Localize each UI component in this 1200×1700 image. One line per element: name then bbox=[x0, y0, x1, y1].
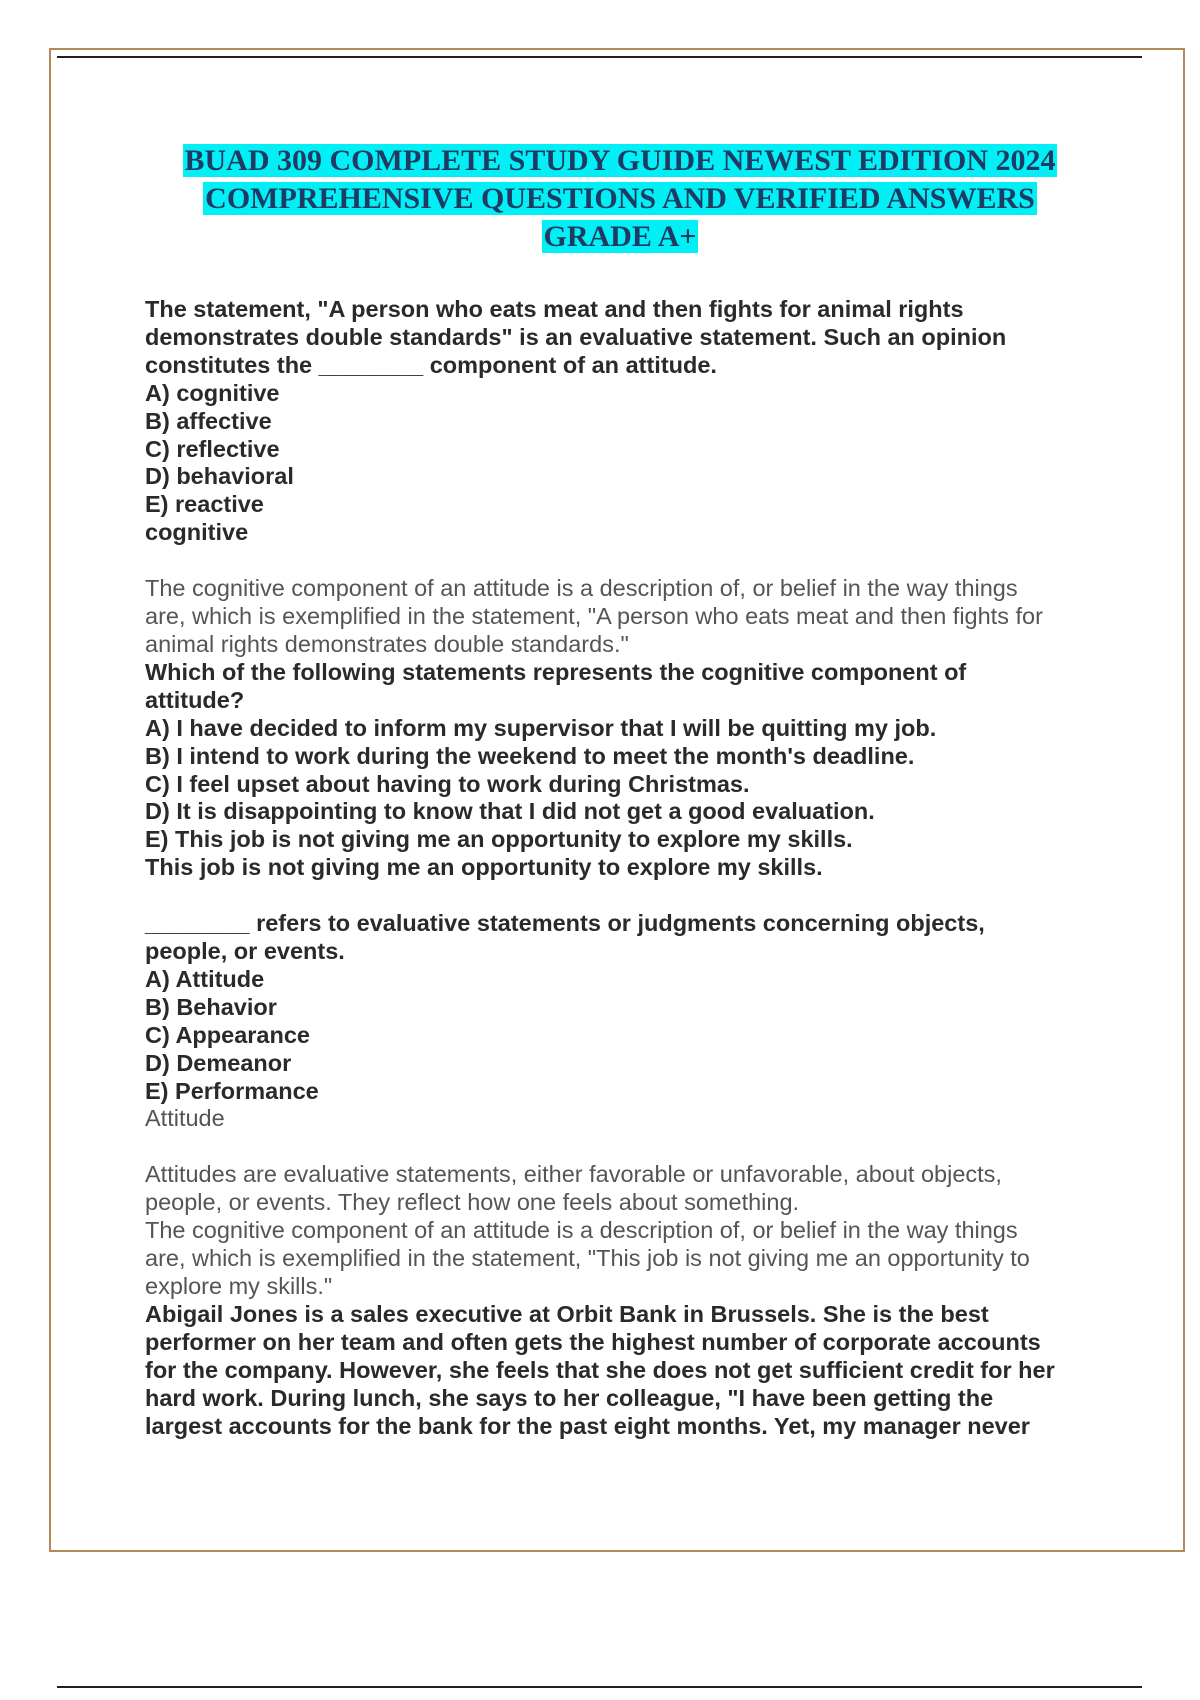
top-divider bbox=[57, 56, 1142, 58]
q1-option-a: A) cognitive bbox=[145, 379, 280, 406]
q1-option-b: B) affective bbox=[145, 407, 272, 434]
document-body bbox=[145, 296, 1105, 1440]
q1-option-c: C) reflective bbox=[145, 435, 280, 462]
q2-stem-line: Which of the following statements represents the cognitive component of bbox=[145, 658, 967, 685]
q3-stem-line: people, or events. bbox=[145, 938, 345, 965]
title-line-2: COMPREHENSIVE QUESTIONS AND VERIFIED ANSWERS bbox=[205, 182, 1035, 215]
q1-explanation bbox=[145, 575, 1105, 659]
document-title bbox=[100, 142, 1140, 256]
q4-stem-line: Abigail Jones is a sales executive at Orbit Bank in Brussels. She is the best bbox=[145, 1300, 989, 1327]
spacer bbox=[145, 1133, 1105, 1161]
q3-explanation-line: are, which is exemplified in the statement, "This job is not giving me an opportunity to bbox=[145, 1245, 1030, 1272]
question-3 bbox=[145, 910, 1105, 1133]
q4-stem-line: performer on her team and often gets the highest number of corporate accounts bbox=[145, 1328, 1041, 1355]
q1-option-d: D) behavioral bbox=[145, 463, 294, 490]
question-2 bbox=[145, 659, 1105, 882]
q1-explanation-line: animal rights demonstrates double standards." bbox=[145, 630, 629, 657]
q3-explanation-line: Attitudes are evaluative statements, either favorable or unfavorable, about objects, bbox=[145, 1161, 1002, 1188]
q1-stem-line: constitutes the ________ component of an attitude. bbox=[145, 351, 717, 378]
spacer bbox=[145, 882, 1105, 910]
q4-stem-line: for the company. However, she feels that she does not get sufficient credit for her bbox=[145, 1356, 1055, 1383]
bottom-divider bbox=[57, 1686, 1142, 1688]
q3-stem-line: ________ refers to evaluative statements or judgments concerning objects, bbox=[145, 910, 985, 937]
q3-explanation-line: The cognitive component of an attitude is a description of, or belief in the way things bbox=[145, 1217, 1018, 1244]
q2-option-b: B) I intend to work during the weekend to meet the month's deadline. bbox=[145, 742, 915, 769]
q1-explanation-line: are, which is exemplified in the statement, "A person who eats meat and then fights for bbox=[145, 603, 1043, 630]
q2-stem-line: attitude? bbox=[145, 686, 245, 713]
q3-option-d: D) Demeanor bbox=[145, 1049, 292, 1076]
title-line-3: GRADE A+ bbox=[543, 220, 697, 253]
q4-stem-line: hard work. During lunch, she says to her colleague, "I have been getting the bbox=[145, 1384, 994, 1411]
q3-option-e: E) Performance bbox=[145, 1077, 319, 1104]
title-line-1: BUAD 309 COMPLETE STUDY GUIDE NEWEST EDITION 2024 bbox=[184, 144, 1056, 177]
question-1 bbox=[145, 296, 1105, 547]
q1-stem-line: demonstrates double standards" is an evaluative statement. Such an opinion bbox=[145, 323, 1007, 350]
q3-option-b: B) Behavior bbox=[145, 993, 277, 1020]
q3-option-a: A) Attitude bbox=[145, 965, 265, 992]
q4-stem-line: largest accounts for the bank for the past eight months. Yet, my manager never bbox=[145, 1412, 1030, 1439]
spacer bbox=[145, 547, 1105, 575]
q3-option-c: C) Appearance bbox=[145, 1021, 310, 1048]
q2-answer: This job is not giving me an opportunity to explore my skills. bbox=[145, 854, 823, 881]
question-4 bbox=[145, 1301, 1105, 1441]
q3-explanation-line: people, or events. They reflect how one feels about something. bbox=[145, 1189, 800, 1216]
q1-stem-line: The statement, "A person who eats meat and then fights for animal rights bbox=[145, 296, 964, 322]
q2-option-e: E) This job is not giving me an opportunity to explore my skills. bbox=[145, 826, 853, 853]
q1-answer: cognitive bbox=[145, 519, 249, 546]
q3-explanation bbox=[145, 1161, 1105, 1301]
q2-option-d: D) It is disappointing to know that I did not get a good evaluation. bbox=[145, 798, 875, 825]
q2-option-c: C) I feel upset about having to work during Christmas. bbox=[145, 770, 750, 797]
q2-option-a: A) I have decided to inform my supervisor that I will be quitting my job. bbox=[145, 714, 937, 741]
q3-answer: Attitude bbox=[145, 1105, 225, 1132]
q3-explanation-line: explore my skills." bbox=[145, 1273, 333, 1299]
q1-option-e: E) reactive bbox=[145, 491, 264, 518]
q1-explanation-line: The cognitive component of an attitude is a description of, or belief in the way things bbox=[145, 575, 1018, 602]
